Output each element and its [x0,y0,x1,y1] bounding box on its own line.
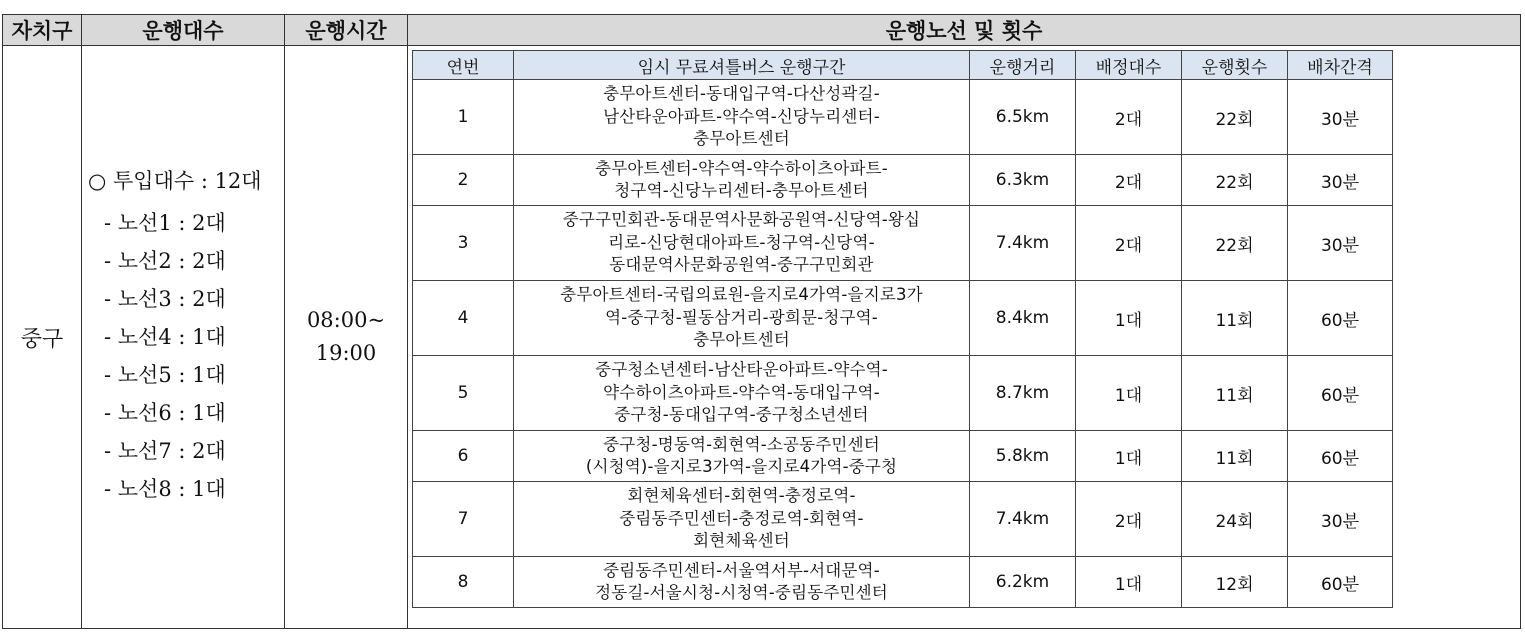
route-section-line: 중구청-동대입구역-중구청소년센터 [614,405,869,425]
header-vehicles: 운행대수 [82,15,285,46]
route-row [413,557,1393,608]
route-section-line: 회현체육센터 [693,531,790,551]
vehicle-route-line: - 노선7 : 2대 [104,439,226,463]
route-distance: 8.4km [970,281,1076,356]
route-section [514,482,970,557]
route-buses: 1대 [1076,557,1182,608]
shuttle-schedule-table [2,14,1521,629]
col-header-section: 임시 무료셔틀버스 운행구간 [514,51,970,80]
route-section [514,281,970,356]
route-trips: 24회 [1182,482,1288,557]
district-name: 중구 [3,46,82,629]
col-header-no: 연번 [413,51,514,80]
col-header-trips: 운행횟수 [1182,51,1288,80]
operating-hours [285,46,408,629]
route-buses: 2대 [1076,155,1182,206]
vehicle-route-line: - 노선1 : 2대 [104,211,226,235]
header-hours: 운행시간 [285,15,408,46]
route-buses: 1대 [1076,281,1182,356]
route-section-line: 리로-신당현대아파트-청구역-신당역- [608,232,875,252]
route-buses: 2대 [1076,482,1182,557]
vehicle-allocation [82,46,285,629]
route-section-line: 중림동주민센터-충정로역-회현역- [619,508,864,528]
route-interval: 60분 [1288,557,1393,608]
route-section-line: 약수하이츠아파트-약수역-동대입구역- [603,382,880,402]
route-section [514,206,970,281]
route-section-line: 남산타운아파트-약수역-신당누리센터- [603,106,880,126]
col-header-buses: 배정대수 [1076,51,1182,80]
route-trips: 11회 [1182,281,1288,356]
vehicle-route-line: - 노선5 : 1대 [104,363,226,387]
route-interval: 30분 [1288,80,1393,155]
route-section-line: 충무아트센터 [693,330,790,350]
route-section-line: 동대문역사문화공원역-중구구민회관 [609,255,874,275]
route-no: 7 [413,482,514,557]
route-no: 3 [413,206,514,281]
route-table-header [413,51,1393,80]
route-distance: 8.7km [970,356,1076,431]
vehicle-route-line: - 노선6 : 1대 [104,401,226,425]
route-section [514,431,970,482]
route-no: 5 [413,356,514,431]
route-buses: 1대 [1076,356,1182,431]
route-section [514,356,970,431]
hours-start: 08:00~ [306,308,386,332]
vehicle-total: ○ 투입대수 : 12대 [88,169,262,193]
route-buses: 1대 [1076,431,1182,482]
vehicle-route-line: - 노선8 : 1대 [104,477,226,501]
col-header-distance: 운행거리 [970,51,1076,80]
routes-cell [408,46,1521,629]
route-row [413,155,1393,206]
route-row [413,281,1393,356]
route-distance: 6.3km [970,155,1076,206]
route-no: 4 [413,281,514,356]
route-trips: 22회 [1182,206,1288,281]
route-no: 8 [413,557,514,608]
route-section-line: 역-중구청-필동삼거리-광희문-청구역- [605,307,878,327]
route-section-line: 중구청소년센터-남산타운아파트-약수역- [595,360,888,380]
vehicle-route-line: - 노선2 : 2대 [104,249,226,273]
route-interval: 30분 [1288,206,1393,281]
hours-end: 19:00 [315,341,377,365]
route-row [413,80,1393,155]
route-section [514,557,970,608]
col-header-interval: 배차간격 [1288,51,1393,80]
route-distance: 6.2km [970,557,1076,608]
route-row [413,356,1393,431]
route-no: 2 [413,155,514,206]
header-routes: 운행노선 및 횟수 [408,15,1521,46]
route-section-line: 충무아트센터-동대입구역-다산성곽길- [603,84,880,104]
route-distance: 7.4km [970,206,1076,281]
route-row [413,206,1393,281]
route-section-line: 충무아트센터 [693,129,790,149]
route-section [514,80,970,155]
route-section-line: (시청역)-을지로3가역-을지로4가역-중구청 [585,457,898,476]
route-section-line: 정동길-서울시청-시청역-중림동주민센터 [595,583,888,602]
route-distance: 5.8km [970,431,1076,482]
vehicle-route-line: - 노선4 : 1대 [104,325,226,349]
route-interval: 30분 [1288,482,1393,557]
route-row [413,431,1393,482]
route-interval: 30분 [1288,155,1393,206]
vehicle-route-line: - 노선3 : 2대 [104,287,226,311]
district-row [3,46,1521,629]
route-table-body [413,80,1393,608]
route-interval: 60분 [1288,281,1393,356]
route-trips: 22회 [1182,155,1288,206]
route-section-line: 회현체육센터-회현역-충정로역- [627,486,856,506]
route-section-line: 청구역-신당누리센터-충무아트센터 [614,181,869,200]
route-section-line: 중구구민회관-동대문역사문화공원역-신당역-왕십 [562,210,921,230]
route-trips: 11회 [1182,356,1288,431]
header-district: 자치구 [3,15,82,46]
route-no: 1 [413,80,514,155]
route-trips: 12회 [1182,557,1288,608]
route-table [412,50,1393,608]
route-row [413,482,1393,557]
route-section-line: 충무아트센터-국립의료원-을지로4가역-을지로3가 [560,285,923,305]
route-section-line: 충무아트센터-약수역-약수하이츠아파트- [595,158,888,178]
route-interval: 60분 [1288,431,1393,482]
route-section-line: 중구청-명동역-회현역-소공동주민센터 [603,434,880,454]
route-interval: 60분 [1288,356,1393,431]
route-section [514,155,970,206]
route-distance: 7.4km [970,482,1076,557]
header-row [3,15,1521,46]
route-trips: 11회 [1182,431,1288,482]
route-buses: 2대 [1076,206,1182,281]
route-trips: 22회 [1182,80,1288,155]
route-no: 6 [413,431,514,482]
route-section-line: 중림동주민센터-서울역서부-서대문역- [603,560,880,580]
route-buses: 2대 [1076,80,1182,155]
route-distance: 6.5km [970,80,1076,155]
